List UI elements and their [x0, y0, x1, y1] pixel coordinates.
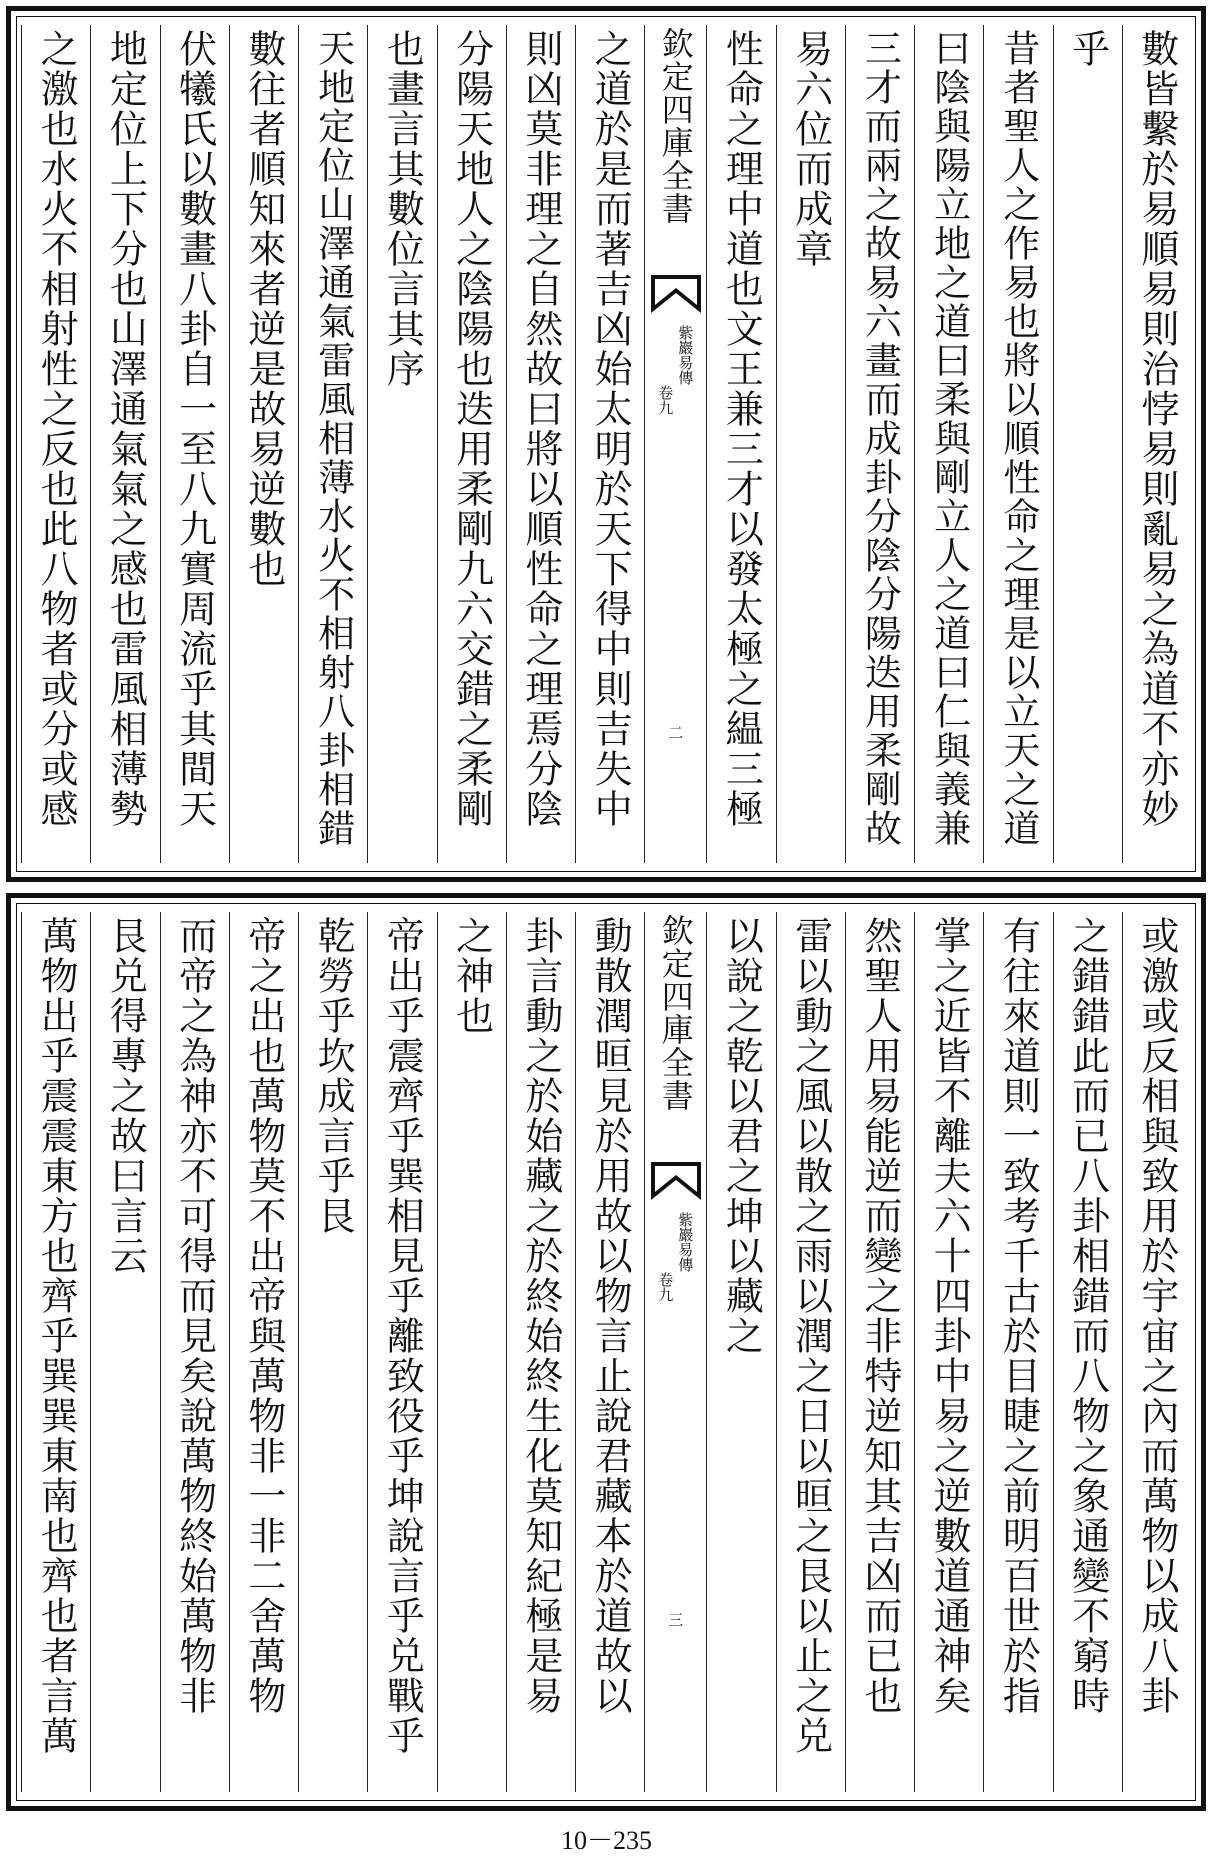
text-column — [914, 25, 983, 863]
column-text: 以說之乾以君之坤以藏之 — [719, 916, 764, 1356]
text-column — [367, 25, 436, 863]
column-text: 則凶莫非理之自然故曰將以順性命之理焉分陰 — [518, 29, 563, 829]
text-column — [1053, 25, 1122, 863]
text-column — [160, 25, 229, 863]
column-text: 伏犧氏以數畫八卦自一至八九實周流乎其間天 — [172, 29, 217, 829]
column-text: 或激或反相與致用於宇宙之內而萬物以成八卦 — [1134, 916, 1179, 1716]
text-column — [575, 912, 644, 1792]
text-column — [776, 25, 845, 863]
column-text: 乾勞乎坎成言乎艮 — [311, 916, 356, 1236]
column-text: 數往者順知來者逆是故易逆數也 — [241, 29, 286, 589]
text-column — [845, 912, 914, 1792]
banner-leaf-number: 三 — [666, 1612, 685, 1627]
column-text: 乎 — [1065, 29, 1110, 69]
bottom-page-frame — [6, 893, 1206, 1811]
text-column — [229, 25, 298, 863]
text-column — [706, 912, 775, 1792]
text-column — [914, 912, 983, 1792]
column-text: 然聖人用易能逆而變之非特逆知其吉凶而已也 — [857, 916, 902, 1716]
text-column — [437, 912, 506, 1792]
column-text: 曰陰與陽立地之道曰柔與剛立人之道曰仁與義兼 — [927, 29, 971, 848]
column-text: 帝之出也萬物莫不出帝與萬物非一非二舍萬物 — [241, 916, 286, 1716]
text-column — [1053, 912, 1122, 1792]
column-text: 動散潤晅見於用故以物言止說君藏本於道故以 — [588, 916, 633, 1716]
column-text: 之道於是而著吉凶始太明於天下得中則吉失中 — [588, 29, 633, 829]
text-column — [90, 25, 159, 863]
text-column — [983, 25, 1052, 863]
banner-leaf-number: 二 — [666, 725, 685, 740]
column-text: 三才而兩之故易六畫而成卦分陰分陽迭用柔剛故 — [858, 29, 902, 848]
column-text: 萬物出乎震震東方也齊乎巽巽東南也齊也者言萬 — [34, 916, 79, 1756]
text-column — [437, 25, 506, 863]
banner-title: 欽定四庫全書 — [656, 27, 695, 225]
column-text: 性命之理中道也文王兼三才以發太極之緼三極 — [719, 29, 764, 829]
column-text: 數皆繫於易順易則治悖易則亂易之為道不亦妙 — [1134, 29, 1179, 829]
top-page-frame — [6, 6, 1206, 882]
text-column — [367, 912, 436, 1792]
column-text: 之激也水火不相射性之反也此八物者或分或感 — [34, 29, 79, 829]
banner-title: 欽定四庫全書 — [656, 914, 695, 1112]
column-text: 之神也 — [449, 916, 494, 1036]
text-column — [1122, 912, 1191, 1792]
text-column — [575, 25, 644, 863]
banner-column — [644, 25, 706, 863]
text-column — [1122, 25, 1191, 863]
column-text: 也畫言其數位言其序 — [380, 29, 425, 389]
text-column — [506, 25, 575, 863]
fish-tail-ornament-icon — [651, 275, 701, 315]
text-column — [21, 25, 90, 863]
fish-tail-ornament-icon — [651, 1162, 701, 1202]
text-column — [706, 25, 775, 863]
column-text: 帝出乎震齊乎巽相見乎離致役乎坤說言乎兑戰乎 — [380, 916, 425, 1756]
text-column — [983, 912, 1052, 1792]
text-column — [298, 25, 367, 863]
column-text: 有往來道則一致考千古於目睫之前明百世於指 — [996, 916, 1041, 1716]
column-text: 昔者聖人之作易也將以順性命之理是以立天之道 — [996, 29, 1040, 848]
text-column — [776, 912, 845, 1792]
column-text: 易六位而成章 — [788, 29, 833, 269]
banner-volume: 卷九 — [656, 1272, 675, 1302]
column-text: 卦言動之於始藏之於終始終生化莫知紀極是易 — [518, 916, 563, 1716]
column-text: 之錯錯此而已八卦相錯而八物之象通變不窮時 — [1065, 916, 1110, 1716]
column-text: 艮兑得專之故曰言云 — [103, 916, 148, 1276]
column-text: 掌之近皆不離夫六十四卦中易之逆數道通神矣 — [927, 916, 972, 1716]
banner-volume: 卷九 — [656, 385, 675, 415]
text-column — [845, 25, 914, 863]
text-column — [90, 912, 159, 1792]
text-column — [160, 912, 229, 1792]
text-column — [298, 912, 367, 1792]
column-text: 而帝之為神亦不可得而見矣說萬物終始萬物非 — [172, 916, 217, 1716]
column-text: 雷以動之風以散之雨以潤之日以晅之艮以止之兑 — [788, 916, 833, 1756]
footer-page-number: 10－235 — [560, 1826, 652, 1855]
column-text: 天地定位山澤通氣雷風相薄水火不相射八卦相錯 — [311, 29, 355, 848]
text-column — [21, 912, 90, 1792]
column-text: 地定位上下分也山澤通氣氣之感也雷風相薄勢 — [103, 29, 148, 829]
banner-book-title: 紫巖易傳 — [676, 325, 695, 385]
banner-book-title: 紫巖易傳 — [676, 1212, 695, 1272]
text-column — [506, 912, 575, 1792]
column-text: 分陽天地人之陰陽也迭用柔剛九六交錯之柔剛 — [449, 29, 494, 829]
text-column — [229, 912, 298, 1792]
banner-column — [644, 912, 706, 1792]
